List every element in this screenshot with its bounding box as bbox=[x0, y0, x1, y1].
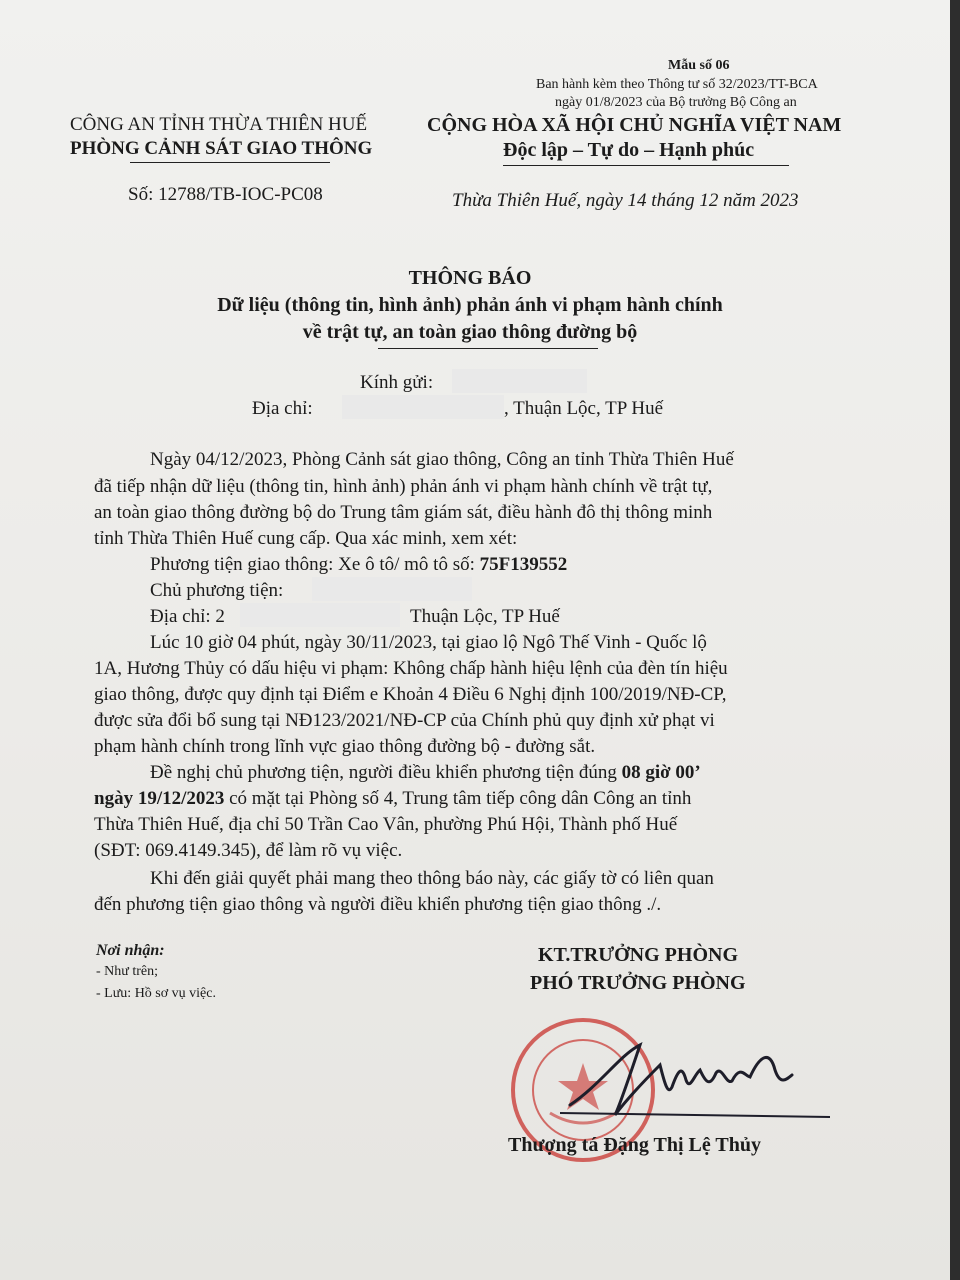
agency-parent: CÔNG AN TỈNH THỪA THIÊN HUẾ bbox=[70, 114, 368, 135]
para3-line1-a: Đề nghị chủ phương tiện, người điều khiển phương tiện đúng bbox=[150, 762, 622, 783]
recipient-label: Kính gửi: bbox=[360, 372, 434, 393]
para3-date: ngày 19/12/2023 bbox=[94, 788, 225, 809]
distribution-label: Nơi nhận: bbox=[96, 942, 165, 959]
recipient-address-tail: , Thuận Lộc, TP Huế bbox=[504, 398, 664, 419]
para3-line3: Thừa Thiên Huế, địa chỉ 50 Trần Cao Vân, phường Phú Hội, Thành phố Huế bbox=[94, 814, 678, 835]
vehicle-label: Phương tiện giao thông: Xe ô tô/ mô tô số: bbox=[150, 554, 480, 575]
title-underline bbox=[378, 348, 598, 349]
recipient-address-label: Địa chỉ: bbox=[252, 398, 313, 419]
para2-line5: phạm hành chính trong lĩnh vực giao thông đường bộ - đường sắt. bbox=[94, 736, 596, 757]
notice-title: THÔNG BÁO bbox=[408, 267, 532, 289]
para1-line4: tỉnh Thừa Thiên Huế cung cấp. Qua xác minh, xem xét: bbox=[94, 528, 518, 549]
redacted-address bbox=[342, 395, 504, 419]
form-issued-line1: Ban hành kèm theo Thông tư số 32/2023/TT-BCA bbox=[536, 77, 818, 92]
owner-address-tail: Thuận Lộc, TP Huế bbox=[410, 606, 560, 627]
notice-subtitle-1: Dữ liệu (thông tin, hình ảnh) phản ánh vi phạm hành chính bbox=[217, 294, 723, 316]
agency-underline bbox=[130, 162, 330, 163]
page-edge-shadow bbox=[950, 0, 960, 1280]
redacted-owner bbox=[312, 577, 472, 601]
vehicle-plate: 75F139552 bbox=[479, 554, 568, 575]
owner-address-label: Địa chỉ: 2 bbox=[150, 606, 225, 627]
handwritten-signature bbox=[560, 1025, 830, 1125]
signature-title-1: KT.TRƯỞNG PHÒNG bbox=[538, 944, 738, 966]
para3-line4: (SĐT: 069.4149.345), để làm rõ vụ việc. bbox=[94, 840, 403, 861]
redacted-owner-address bbox=[240, 603, 400, 627]
para1-line1: Ngày 04/12/2023, Phòng Cảnh sát giao thông, Công an tỉnh Thừa Thiên Huế bbox=[150, 449, 734, 470]
signatory-name: Thượng tá Đặng Thị Lệ Thủy bbox=[508, 1134, 761, 1156]
para2-line3: giao thông, được quy định tại Điểm e Khoản 4 Điều 6 Nghị định 100/2019/NĐ-CP, bbox=[94, 684, 727, 705]
agency-name: PHÒNG CẢNH SÁT GIAO THÔNG bbox=[70, 138, 373, 159]
para3-line2-b: có mặt tại Phòng số 4, Trung tâm tiếp công dân Công an tỉnh bbox=[224, 788, 692, 809]
para2-line4: được sửa đổi bổ sung tại NĐ123/2021/NĐ-CP của Chính phủ quy định xử phạt vi bbox=[94, 710, 715, 731]
document-number: Số: 12788/TB-IOC-PC08 bbox=[128, 184, 323, 205]
para1-line2: đã tiếp nhận dữ liệu (thông tin, hình ảnh) phản ánh vi phạm hành chính về trật tự, bbox=[94, 476, 713, 497]
distribution-item-1: - Như trên; bbox=[96, 964, 159, 979]
distribution-item-2: - Lưu: Hồ sơ vụ việc. bbox=[96, 986, 216, 1001]
para1-line3: an toàn giao thông đường bộ do Trung tâm giám sát, điều hành đô thị thông minh bbox=[94, 502, 713, 523]
notice-subtitle-2: về trật tự, an toàn giao thông đường bộ bbox=[302, 321, 638, 343]
redacted-recipient bbox=[452, 369, 587, 393]
para3-time: 08 giờ 00’ bbox=[621, 762, 701, 783]
national-title: CỘNG HÒA XÃ HỘI CHỦ NGHĨA VIỆT NAM bbox=[427, 114, 842, 136]
motto-underline bbox=[503, 165, 789, 166]
signature-title-2: PHÓ TRƯỞNG PHÒNG bbox=[530, 972, 746, 994]
form-number: Mẫu số 06 bbox=[668, 58, 730, 73]
para2-line2: 1A, Hương Thủy có dấu hiệu vi phạm: Không chấp hành hiệu lệnh của đèn tín hiệu bbox=[94, 658, 728, 679]
form-issued-line2: ngày 01/8/2023 của Bộ trưởng Bộ Công an bbox=[555, 95, 797, 110]
para2-line1: Lúc 10 giờ 04 phút, ngày 30/11/2023, tại giao lộ Ngô Thế Vinh - Quốc lộ bbox=[150, 632, 707, 653]
national-motto: Độc lập – Tự do – Hạnh phúc bbox=[503, 139, 755, 161]
para4-line2: đến phương tiện giao thông và người điều khiển phương tiện giao thông ./. bbox=[94, 894, 662, 915]
owner-label: Chủ phương tiện: bbox=[150, 580, 284, 601]
para4-line1: Khi đến giải quyết phải mang theo thông báo này, các giấy tờ có liên quan bbox=[150, 868, 714, 889]
place-date: Thừa Thiên Huế, ngày 14 tháng 12 năm 2023 bbox=[452, 190, 799, 211]
